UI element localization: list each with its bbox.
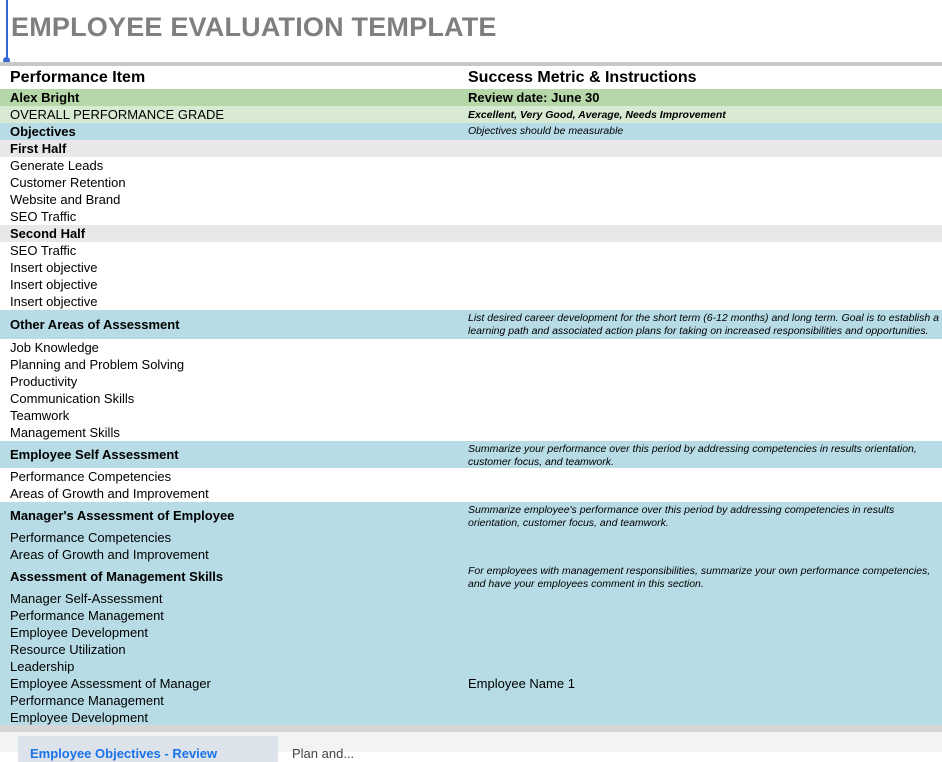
grade-options: Excellent, Very Good, Average, Needs Improvement: [468, 108, 726, 121]
table-row[interactable]: [0, 658, 942, 675]
subsection-row[interactable]: [0, 140, 942, 157]
item-label: Leadership: [10, 659, 75, 674]
item-label: Productivity: [10, 374, 78, 389]
item-label: Customer Retention: [10, 175, 126, 190]
table-row[interactable]: [0, 106, 942, 123]
table-row[interactable]: [0, 641, 942, 658]
item-label: Performance Competencies: [10, 530, 172, 545]
section-note: Summarize your performance over this period by addressing competencies in results orientation, customer focus, and teamwork.: [468, 443, 917, 468]
tab-plan[interactable]: Plan and...: [292, 746, 355, 761]
item-label: SEO Traffic: [10, 243, 77, 258]
section-row[interactable]: [0, 123, 942, 140]
section-note: List desired career development for the short term (6-12 months) and long term. Goal is to establish a learning path and associated action plans for taking on increased responsibilities and opportunities.: [468, 312, 939, 337]
table-row[interactable]: [0, 709, 942, 725]
horizontal-scrollbar[interactable]: [0, 725, 942, 732]
item-label: Areas of Growth and Improvement: [10, 547, 209, 562]
table-row[interactable]: [0, 529, 942, 546]
item-label: Insert objective: [10, 260, 98, 275]
employee-name: Alex Bright: [10, 90, 80, 105]
table-row[interactable]: [0, 293, 942, 310]
header-col1: Performance Item: [10, 68, 146, 86]
item-label: Job Knowledge: [10, 340, 99, 355]
item-label: Manager Self-Assessment: [10, 591, 163, 606]
table-row[interactable]: [0, 546, 942, 563]
item-label: Communication Skills: [10, 391, 135, 406]
section-title: Employee Self Assessment: [10, 447, 179, 462]
table-row[interactable]: [0, 390, 942, 407]
header-row[interactable]: [0, 66, 942, 89]
employee-name-1: Employee Name 1: [468, 676, 575, 691]
item-label: Performance Competencies: [10, 469, 172, 484]
item-label: SEO Traffic: [10, 209, 77, 224]
table-row[interactable]: [0, 468, 942, 485]
table-row[interactable]: [0, 607, 942, 624]
table-row[interactable]: [0, 373, 942, 390]
spreadsheet-grid: [0, 66, 942, 725]
item-label: Performance Management: [10, 608, 164, 623]
section-title: Manager's Assessment of Employee: [10, 508, 235, 523]
item-label: Employee Development: [10, 709, 149, 725]
table-row[interactable]: [0, 692, 942, 709]
section-note: Summarize employee's performance over this period by addressing competencies in results orientation, customer focus, and teamwork.: [468, 504, 895, 529]
section-row[interactable]: [0, 310, 942, 339]
table-row[interactable]: [0, 407, 942, 424]
item-label: Performance Management: [10, 693, 164, 708]
table-row[interactable]: [0, 259, 942, 276]
item-label: Teamwork: [10, 408, 70, 423]
section-row[interactable]: [0, 563, 942, 590]
table-row[interactable]: [0, 89, 942, 106]
subsection-row[interactable]: [0, 225, 942, 242]
cell-selection-line: [6, 0, 8, 60]
table-row[interactable]: [0, 485, 942, 502]
review-date: Review date: June 30: [468, 90, 600, 105]
section-title: Objectives: [10, 124, 76, 139]
section-note: For employees with management responsibilities, summarize your own performance competencies, and have your employees comment in this section.: [468, 565, 931, 590]
table-row[interactable]: [0, 208, 942, 225]
table-row[interactable]: [0, 424, 942, 441]
header-col2: Success Metric & Instructions: [468, 68, 697, 86]
table-row[interactable]: [0, 242, 942, 259]
subsection-title: First Half: [10, 141, 67, 156]
table-row[interactable]: [0, 191, 942, 208]
sheet-tab-bar: [0, 732, 942, 761]
table-row[interactable]: [0, 675, 942, 692]
section-title: Other Areas of Assessment: [10, 317, 180, 332]
item-label: Areas of Growth and Improvement: [10, 486, 209, 501]
subsection-title: Second Half: [10, 226, 86, 241]
item-label: Employee Development: [10, 625, 149, 640]
table-row[interactable]: [0, 276, 942, 293]
table-row[interactable]: [0, 624, 942, 641]
section-row[interactable]: [0, 502, 942, 529]
table-row[interactable]: [0, 590, 942, 607]
item-label: Website and Brand: [10, 192, 121, 207]
title-bar: [0, 0, 942, 62]
item-label: Insert objective: [10, 277, 98, 292]
section-row[interactable]: [0, 441, 942, 468]
item-label: Insert objective: [10, 294, 98, 309]
table-row[interactable]: [0, 174, 942, 191]
overall-grade-label: OVERALL PERFORMANCE GRADE: [10, 107, 225, 122]
section-title: Assessment of Management Skills: [10, 569, 224, 584]
item-label: Planning and Problem Solving: [10, 357, 185, 372]
item-label: Management Skills: [10, 425, 120, 440]
item-label: Employee Assessment of Manager: [10, 676, 211, 691]
table-row[interactable]: [0, 356, 942, 373]
page-title: EMPLOYEE EVALUATION TEMPLATE: [11, 12, 497, 42]
table-row[interactable]: [0, 339, 942, 356]
table-row[interactable]: [0, 157, 942, 174]
item-label: Resource Utilization: [10, 642, 126, 657]
tab-employee-objectives-review[interactable]: Employee Objectives - Review: [18, 736, 278, 762]
item-label: Generate Leads: [10, 158, 104, 173]
section-note: Objectives should be measurable: [468, 125, 624, 137]
